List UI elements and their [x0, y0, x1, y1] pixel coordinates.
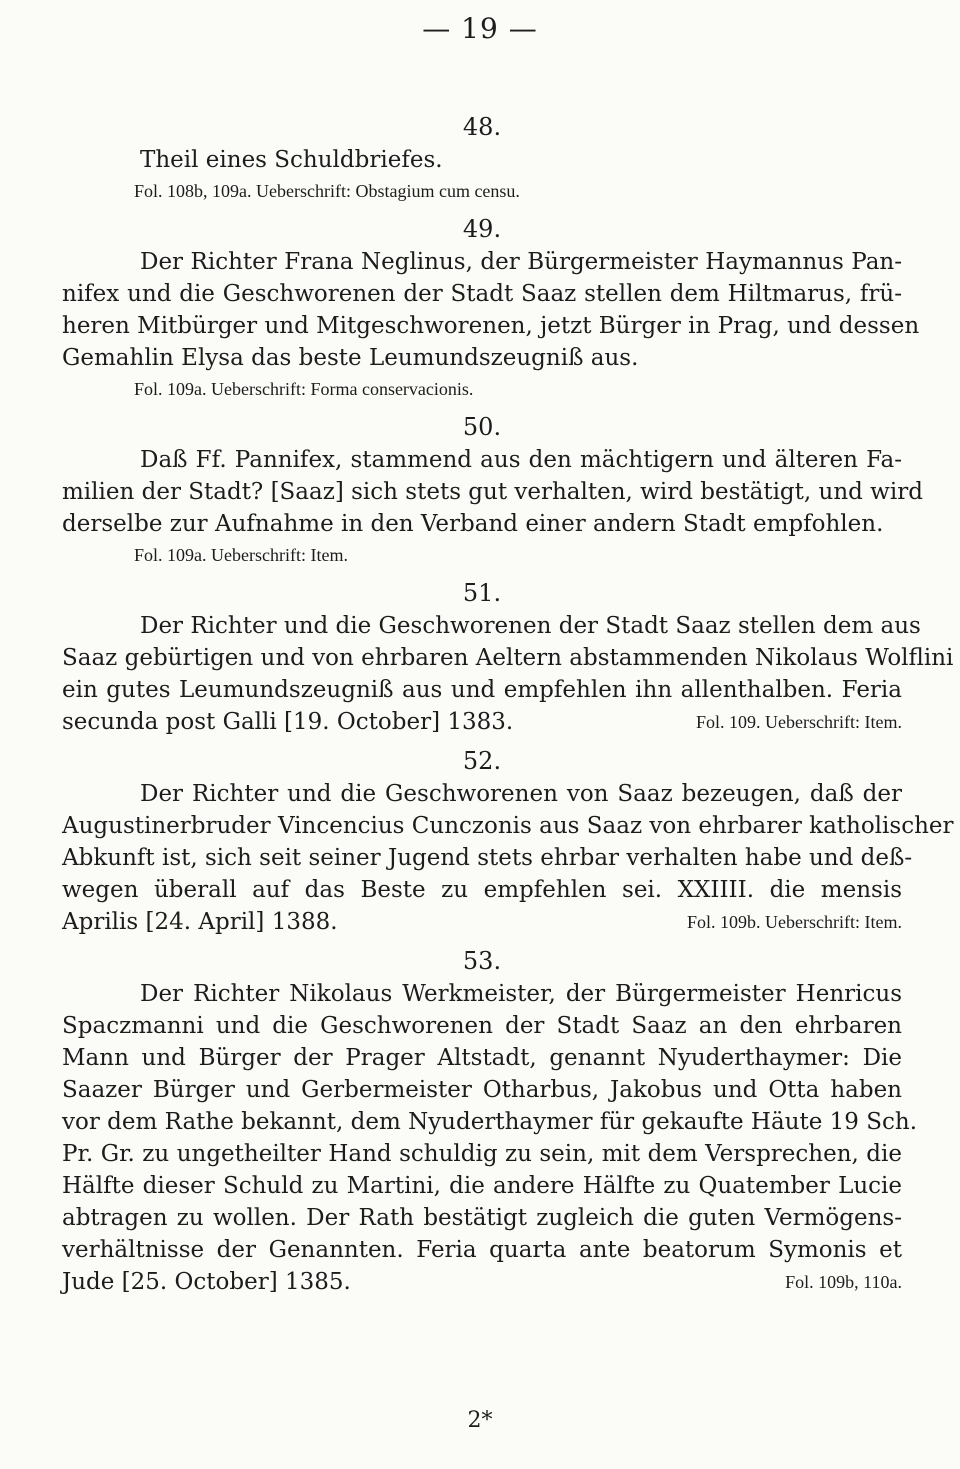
- folio-reference: Fol. 109. Ueberschrift: Item.: [696, 712, 902, 732]
- entry-last-line: [62, 906, 902, 938]
- entry-number: 52.: [462, 747, 502, 775]
- entry-text-line: verhältnisse der Genannten. Feria quarta ante beatorum Symonis et: [62, 1237, 902, 1263]
- entry-53: [62, 944, 918, 1298]
- entry-text-line: abtragen zu wollen. Der Rath bestätigt zugleich die guten Vermögens-: [62, 1205, 902, 1231]
- entry-text-line: Augustinerbruder Vincencius Cunczonis aus Saaz von ehrbarer katholischer: [62, 813, 954, 839]
- entry-text-line: Daß Ff. Pannifex, stammend aus den mächtigern und älteren Fa-: [140, 447, 902, 473]
- entry-49: [62, 212, 920, 404]
- entry-number: 51.: [462, 579, 502, 607]
- entry-text-line: heren Mitbürger und Mitgeschworenen, jetzt Bürger in Prag, und dessen: [62, 313, 920, 339]
- entry-number: 53.: [462, 947, 502, 975]
- entry-number: 49.: [462, 215, 502, 243]
- entry-text-line: Saaz gebürtigen und von ehrbaren Aeltern abstammenden Nikolaus Wolflini: [62, 645, 954, 671]
- entry-text-line: Der Richter und die Geschworenen der Stadt Saaz stellen dem aus: [140, 613, 921, 639]
- entry-text-line: Der Richter Nikolaus Werkmeister, der Bürgermeister Henricus: [140, 981, 902, 1007]
- entry-text-line: vor dem Rathe bekannt, dem Nyuderthaymer für gekaufte Häute 19 Sch.: [62, 1109, 918, 1135]
- entry-text-line: Saazer Bürger und Gerbermeister Otharbus, Jakobus und Otta haben: [62, 1077, 902, 1103]
- entry-text-line: Mann und Bürger der Prager Altstadt, genannt Nyuderthaymer: Die: [62, 1045, 902, 1071]
- folio-reference: Fol. 108b, 109a. Ueberschrift: Obstagium cum censu.: [134, 181, 520, 201]
- entry-text-line: Der Richter und die Geschworenen von Saaz bezeugen, daß der: [140, 781, 902, 807]
- folio-reference: Fol. 109a. Ueberschrift: Forma conservacionis.: [134, 379, 474, 399]
- entry-text-line: Spaczmanni und die Geschworenen der Stadt Saaz an den ehrbaren: [62, 1013, 902, 1039]
- entry-last-line: [62, 1266, 902, 1298]
- entry-text-line: wegen überall auf das Beste zu empfehlen sei. XXIIII. die mensis: [62, 877, 902, 903]
- folio-reference: Fol. 109a. Ueberschrift: Item.: [134, 545, 348, 565]
- entry-text-line: Gemahlin Elysa das beste Leumundszeugniß aus.: [62, 345, 639, 371]
- entry-text-line: Jude [25. October] 1385.: [62, 1269, 351, 1295]
- entry-text-line: Hälfte dieser Schuld zu Martini, die andere Hälfte zu Quatember Lucie: [62, 1173, 902, 1199]
- entry-text-line: derselbe zur Aufnahme in den Verband einer andern Stadt empfohlen.: [62, 511, 884, 537]
- entry-48: [62, 110, 902, 206]
- entry-text-line: milien der Stadt? [Saaz] sich stets gut verhalten, wird bestätigt, und wird: [62, 479, 923, 505]
- entry-50: [62, 410, 923, 570]
- entry-text-line: Der Richter Frana Neglinus, der Bürgermeister Haymannus Pan-: [140, 249, 902, 275]
- entry-51: [62, 576, 954, 738]
- entry-last-line: [62, 706, 902, 738]
- entry-text-line: Pr. Gr. zu ungetheilter Hand schuldig zu sein, mit dem Versprechen, die: [62, 1141, 902, 1167]
- entry-text-line: nifex und die Geschworenen der Stadt Saaz stellen dem Hiltmarus, frü-: [62, 281, 902, 307]
- entry-number: 50.: [462, 413, 502, 441]
- entry-text-line: Aprilis [24. April] 1388.: [62, 909, 338, 935]
- entry-text-line: Abkunft ist, sich seit seiner Jugend stets ehrbar verhalten habe und deß-: [62, 845, 913, 871]
- folio-reference: Fol. 109b, 110a.: [785, 1272, 902, 1292]
- page-content: [62, 104, 954, 1298]
- entry-text-line: secunda post Galli [19. October] 1383.: [62, 709, 514, 735]
- entry-52: [62, 744, 954, 938]
- signature-mark: 2*: [467, 1408, 493, 1433]
- entry-text-line: ein gutes Leumundszeugniß aus und empfehlen ihn allenthalben. Feria: [62, 677, 902, 703]
- entry-text-line: Theil eines Schuldbriefes.: [140, 147, 443, 173]
- page-number: — 19 —: [422, 12, 538, 45]
- folio-reference: Fol. 109b. Ueberschrift: Item.: [687, 912, 902, 932]
- entry-number: 48.: [462, 113, 502, 141]
